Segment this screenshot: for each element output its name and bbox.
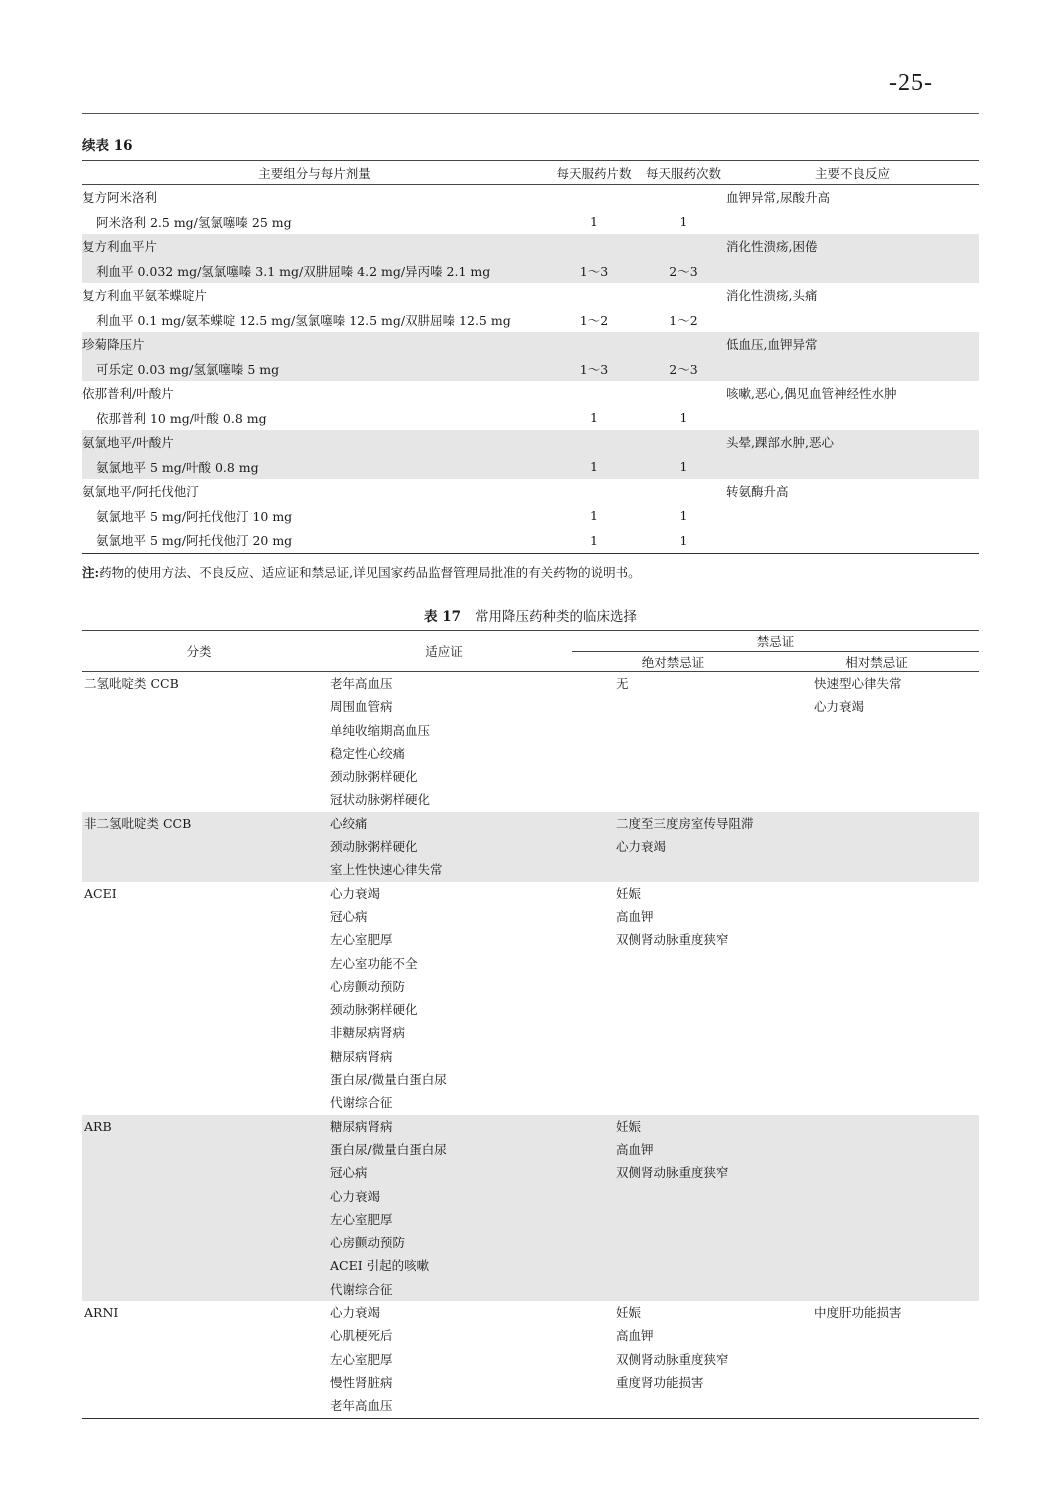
table17: [82, 630, 979, 1419]
daily-times: 1: [641, 455, 726, 480]
dose-composition: 氨氯地平 5 mg/叶酸 0.8 mg: [82, 455, 547, 480]
table-row: [82, 812, 979, 882]
drug-name: 氨氯地平/叶酸片: [82, 430, 547, 455]
dose-composition: 可乐定 0.03 mg/氢氯噻嗪 5 mg: [82, 357, 547, 382]
table16: [82, 160, 979, 554]
list-item: 左心室功能不全: [330, 955, 418, 971]
indications-cell: [316, 1301, 572, 1418]
col-header-contraindication: 禁忌证: [572, 631, 979, 652]
drug-name-row: [82, 234, 979, 259]
col-header-indication: 适应证: [316, 631, 572, 672]
table16-header-row: [82, 161, 979, 185]
daily-tablets: 1: [547, 528, 641, 553]
drug-dose-row: [82, 357, 979, 382]
daily-tablets: 1～2: [579, 312, 609, 328]
list-item: 心肌梗死后: [330, 1328, 393, 1344]
drug-name-row: [82, 283, 979, 308]
dose-composition: 阿米洛利 2.5 mg/氢氯噻嗪 25 mg: [96, 214, 292, 230]
list-item: 老年高血压: [330, 676, 393, 691]
adverse-reaction: 头晕,踝部水肿,恶心: [726, 430, 979, 455]
daily-tablets: 1: [590, 214, 598, 230]
list-item: 周围血管病: [330, 699, 393, 715]
list-item: ACEI 引起的咳嗽: [330, 1258, 430, 1274]
list-item: 心力衰竭: [330, 1188, 381, 1204]
list-item: 心力衰竭: [616, 839, 667, 855]
table17-caption: [0, 605, 1061, 625]
list-item: 无: [616, 676, 629, 691]
drug-name-row: [82, 332, 979, 357]
table17-header-row: [82, 631, 979, 652]
relative-contraindications-cell: [774, 812, 979, 882]
absolute-contraindications-cell: [572, 882, 774, 1115]
note-text: 药物的使用方法、不良反应、适应证和禁忌证,详见国家药品监督管理局批准的有关药物的说明书。: [99, 565, 641, 580]
drug-dose-row: [82, 528, 979, 553]
list-item: 代谢综合征: [330, 1095, 393, 1111]
col-header-adverse: 主要不良反应: [726, 161, 979, 185]
drug-dose-row: [82, 210, 979, 235]
drug-category: ACEI: [84, 885, 117, 901]
drug-name-row: [82, 430, 979, 455]
header-rule: [82, 113, 979, 114]
dose-composition: 氨氯地平 5 mg/阿托伐他汀 20 mg: [82, 528, 547, 553]
indications-cell: [316, 672, 572, 812]
list-item: 冠心病: [330, 908, 368, 924]
list-item: 室上性快速心律失常: [330, 862, 443, 878]
list-item: 双侧肾动脉重度狭窄: [616, 1351, 729, 1367]
drug-name: 珍菊降压片: [82, 332, 547, 357]
drug-dose-row: [82, 308, 979, 333]
list-item: 双侧肾动脉重度狭窄: [616, 932, 729, 948]
drug-name: 复方阿米洛利: [82, 190, 158, 206]
absolute-contraindications-cell: [572, 1115, 774, 1301]
drug-category: ARNI: [82, 1301, 316, 1418]
list-item: 妊娠: [616, 885, 642, 901]
table17-title: 常用降压药种类的临床选择: [475, 609, 637, 625]
list-item: 心房颤动预防: [330, 978, 406, 994]
daily-times: 1: [641, 528, 726, 553]
list-item: 单纯收缩期高血压: [330, 722, 431, 738]
list-item: 糖尿病肾病: [330, 1048, 393, 1064]
drug-name-row: [82, 185, 979, 210]
list-item: 快速型心律失常: [814, 676, 902, 691]
list-item: 左心室肥厚: [330, 1351, 393, 1367]
col-header-absolute: 绝对禁忌证: [572, 652, 774, 672]
list-item: 心力衰竭: [330, 885, 381, 901]
indications-cell: [316, 882, 572, 1115]
adverse-reaction: 低血压,血钾异常: [726, 332, 979, 357]
list-item: 心绞痛: [330, 815, 368, 831]
daily-times: 1～2: [669, 312, 698, 328]
list-item: 妊娠: [616, 1305, 642, 1321]
drug-dose-row: [82, 259, 979, 284]
drug-dose-row: [82, 504, 979, 529]
absolute-contraindications-cell: [572, 1301, 774, 1418]
daily-times: 2～3: [641, 259, 726, 284]
adverse-reaction: 咳嗽,恶心,偶见血管神经性水肿: [726, 386, 897, 402]
list-item: 非糖尿病肾病: [330, 1025, 406, 1041]
drug-category: 二氢吡啶类 CCB: [84, 676, 179, 691]
relative-contraindications-cell: [774, 1115, 979, 1301]
adverse-reaction: 消化性溃疡,困倦: [726, 234, 979, 259]
drug-name: 复方利血平氨苯蝶啶片: [82, 288, 208, 304]
daily-tablets: 1: [590, 410, 598, 426]
drug-name-row: [82, 479, 979, 504]
list-item: 心力衰竭: [814, 699, 865, 715]
dose-composition: 依那普利 10 mg/叶酸 0.8 mg: [96, 410, 267, 426]
list-item: 高血钾: [616, 1328, 654, 1344]
indications-cell: [316, 812, 572, 882]
list-item: 重度肾功能损害: [616, 1374, 704, 1390]
drug-name: 复方利血平片: [82, 234, 547, 259]
drug-dose-row: [82, 455, 979, 480]
table-row: [82, 1301, 979, 1418]
list-item: 中度肝功能损害: [814, 1305, 902, 1321]
drug-name: 依那普利/叶酸片: [82, 386, 174, 402]
dose-composition: 氨氯地平 5 mg/阿托伐他汀 10 mg: [96, 508, 293, 524]
table-row: [82, 882, 979, 1115]
absolute-contraindications-cell: [572, 812, 774, 882]
adverse-reaction: 消化性溃疡,头痛: [726, 288, 818, 304]
adverse-reaction: 转氨酶升高: [726, 484, 789, 500]
daily-tablets: 1～3: [547, 259, 641, 284]
drug-name-row: [82, 381, 979, 406]
table16-note: [82, 563, 641, 581]
list-item: 心力衰竭: [330, 1305, 381, 1321]
list-item: 冠心病: [330, 1165, 368, 1181]
list-item: 冠状动脉粥样硬化: [330, 792, 431, 808]
list-item: 左心室肥厚: [330, 1211, 393, 1227]
dose-composition: 利血平 0.032 mg/氢氯噻嗪 3.1 mg/双肼屈嗪 4.2 mg/异丙嗪 2.1 mg: [82, 259, 547, 284]
list-item: 高血钾: [616, 1141, 654, 1157]
note-label: 注:: [82, 565, 100, 580]
list-item: 代谢综合征: [330, 1281, 393, 1297]
list-item: 二度至三度房室传导阻滞: [616, 815, 754, 831]
list-item: 稳定性心绞痛: [330, 745, 406, 761]
daily-tablets: 1: [590, 508, 598, 524]
table-row: [82, 1115, 979, 1301]
page-number: -25-: [889, 70, 933, 96]
relative-contraindications-cell: [774, 882, 979, 1115]
table-row: [82, 672, 979, 812]
list-item: 蛋白尿/微量白蛋白尿: [330, 1141, 447, 1157]
list-item: 颈动脉粥样硬化: [330, 1002, 418, 1018]
list-item: 双侧肾动脉重度狭窄: [616, 1165, 729, 1181]
adverse-reaction: 血钾异常,尿酸升高: [726, 190, 830, 206]
daily-tablets: 1～3: [547, 357, 641, 382]
drug-category: 非二氢吡啶类 CCB: [82, 812, 316, 882]
dose-composition: 利血平 0.1 mg/氨苯蝶啶 12.5 mg/氢氯噻嗪 12.5 mg/双肼屈嗪 12.5 mg: [96, 312, 511, 328]
list-item: 糖尿病肾病: [330, 1118, 393, 1134]
list-item: 颈动脉粥样硬化: [330, 839, 418, 855]
col-header-composition: 主要组分与每片剂量: [82, 161, 547, 185]
col-header-relative: 相对禁忌证: [774, 652, 979, 672]
daily-times: 1: [679, 508, 688, 524]
list-item: 老年高血压: [330, 1398, 393, 1414]
drug-category: ARB: [82, 1115, 316, 1301]
list-item: 蛋白尿/微量白蛋白尿: [330, 1072, 447, 1088]
col-header-tablets: 每天服药片数: [547, 161, 641, 185]
col-header-times: 每天服药次数: [641, 161, 726, 185]
list-item: 慢性肾脏病: [330, 1374, 393, 1390]
drug-name: 氨氯地平/阿托伐他汀: [82, 484, 199, 500]
daily-times: 1: [679, 214, 688, 230]
list-item: 妊娠: [616, 1118, 642, 1134]
list-item: 心房颤动预防: [330, 1235, 406, 1251]
list-item: 左心室肥厚: [330, 932, 393, 948]
daily-times: 2～3: [641, 357, 726, 382]
list-item: 颈动脉粥样硬化: [330, 769, 418, 785]
daily-tablets: 1: [547, 455, 641, 480]
table16-caption: 续表 16: [82, 138, 133, 154]
relative-contraindications-cell: [774, 672, 979, 812]
drug-dose-row: [82, 406, 979, 431]
col-header-category: 分类: [82, 631, 316, 672]
table17-number: 表 17: [424, 609, 461, 625]
absolute-contraindications-cell: [572, 672, 774, 812]
list-item: 高血钾: [616, 908, 654, 924]
daily-times: 1: [679, 410, 688, 426]
relative-contraindications-cell: [774, 1301, 979, 1418]
indications-cell: [316, 1115, 572, 1301]
